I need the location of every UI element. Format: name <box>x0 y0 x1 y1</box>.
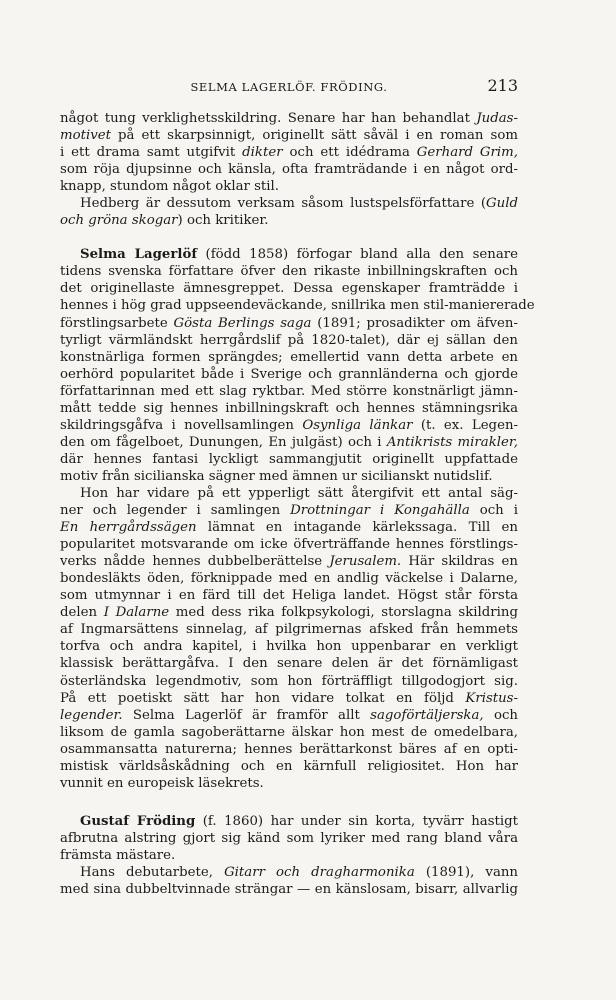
author-name-froding: Gustaf Fröding <box>80 813 196 829</box>
text-line: torfva och andra kapitel, i hvilka hon uppenbarar en verkligt <box>60 639 518 655</box>
text-line: legender. Selma Lagerlöf är framför allt sagoförtäljerska, och <box>60 707 518 723</box>
text-line: mått tedde sig hennes inbillningskraft och hennes stämningsrika <box>60 400 518 416</box>
author-name-lagerlof: Selma Lagerlöf <box>80 247 198 263</box>
text-line: förstlingsarbete Gösta Berlings saga (1891; prosadikter om äfven- <box>60 315 518 331</box>
text-line: En herrgårdssägen lämnat en intagande kärlekssaga. Till en <box>60 520 518 536</box>
text-line: den om fågelboet, Dunungen, En julgäst) och i Antikrists mirakler, <box>60 434 519 450</box>
text-line: Selma Lagerlöf (född 1858) förfogar bland alla den senare <box>80 247 518 263</box>
page-number: 213 <box>487 76 518 95</box>
running-head: SELMA LAGERLÖF. FRÖDING. <box>190 80 388 94</box>
text-line: oerhörd popularitet både i Sverige och grannländerna och gjorde <box>60 366 518 382</box>
text-line: Hans debutarbete, Gitarr och dragharmonika (1891), vann <box>80 864 518 880</box>
text-line: och gröna skogar) och kritiker. <box>60 213 269 229</box>
text-line: delen I Dalarne med dess rika folkpsykologi, storslagna skildring <box>60 605 518 621</box>
text-line: motivet på ett skarpsinnigt, originellt sätt såväl i en roman som <box>60 128 518 144</box>
text-line: tyrligt värmländskt herrgårdslif på 1820-talet), där ej sällan den <box>60 332 518 348</box>
text-line: liksom de gamla sagoberättarne älskar hon mest de omedelbara, <box>60 724 518 740</box>
paragraph-gap <box>60 792 518 813</box>
text-line: som utmynnar i en färd till det Heliga landet. Högst står första <box>60 588 518 604</box>
text-line: ner och legender i samlingen Drottningar i Kongahälla och i <box>60 503 518 519</box>
text-line: där hennes fantasi lyckligt sammangjutit originellt uppfattade <box>60 451 518 467</box>
text-line: något tung verklighetsskildring. Senare har han behandlat Judas- <box>60 111 518 126</box>
text-line: främsta mästare. <box>60 847 176 863</box>
text-line: konstnärliga formen sprängdes; emellertid vann detta arbete en <box>60 349 518 365</box>
text-line: Gustaf Fröding (f. 1860) har under sin korta, tyvärr hastigt <box>80 813 518 829</box>
text-line: vunnit en europeisk läsekrets. <box>60 775 264 791</box>
text-line: i ett drama samt utgifvit dikter och ett idédrama Gerhard Grim, <box>60 145 518 161</box>
paragraph-gap <box>60 229 518 246</box>
text-line: afbrutna alstring gjort sig känd som lyriker med rang bland våra <box>60 830 518 846</box>
text-line: mistisk världsåskådning och en kärnfull religiositet. Hon har <box>60 758 518 774</box>
text-line: med sina dubbeltvinnade strängar — en känslosam, bisarr, allvarlig <box>60 882 518 898</box>
text-line: På ett poetiskt sätt har hon vidare tolkat en följd Kristus- <box>60 690 518 706</box>
text-line: osammansatta naturerna; hennes berättarkonst bäres af en opti- <box>60 741 518 757</box>
text-line: bondesläkts öden, förknippade med en andlig väckelse i Dalarne, <box>60 571 518 587</box>
text-line: österländska legendmotiv, som hon förträffligt tillgodogjort sig. <box>60 673 518 689</box>
text-line: klassisk berättargåfva. I den senare delen är det förnämligast <box>60 656 518 672</box>
text-line: tidens svenska författare öfver den rikaste inbillningskraften och <box>60 264 518 280</box>
text-line: motiv från sicilianska sägner med ämnen ur sicilianskt nutidslif. <box>60 468 493 484</box>
text-line: som röja djupsinne och känsla, ofta framträdande i en något ord- <box>60 162 518 178</box>
body-text <box>60 110 535 898</box>
text-line: knapp, stundom något oklar stil. <box>60 179 279 195</box>
text-line: popularitet motsvarande om icke öfverträffande hennes förstlings- <box>60 537 518 553</box>
text-line: det originellaste ämnesgreppet. Dessa egenskaper framträdde i <box>60 281 518 297</box>
text-line: författarinnan med ett slag ryktbar. Med större konstnärligt jämn- <box>60 383 518 399</box>
text-line: af Ingmarsättens sinnelag, af pilgrimernas afsked från hemmets <box>60 622 518 638</box>
text-line: Hedberg är dessutom verksam såsom lustspelsförfattare (Guld <box>80 196 518 212</box>
text-line: verks nådde hennes dubbelberättelse Jerusalem. Här skildras en <box>60 554 518 570</box>
text-line: hennes i hög grad uppseendeväckande, snillrika men stil-maniererade <box>60 298 535 314</box>
text-line: skildringsgåfva i novellsamlingen Osynliga länkar (t. ex. Legen- <box>60 417 518 433</box>
text-line: Hon har vidare på ett ypperligt sätt återgifvit ett antal säg- <box>80 485 518 501</box>
